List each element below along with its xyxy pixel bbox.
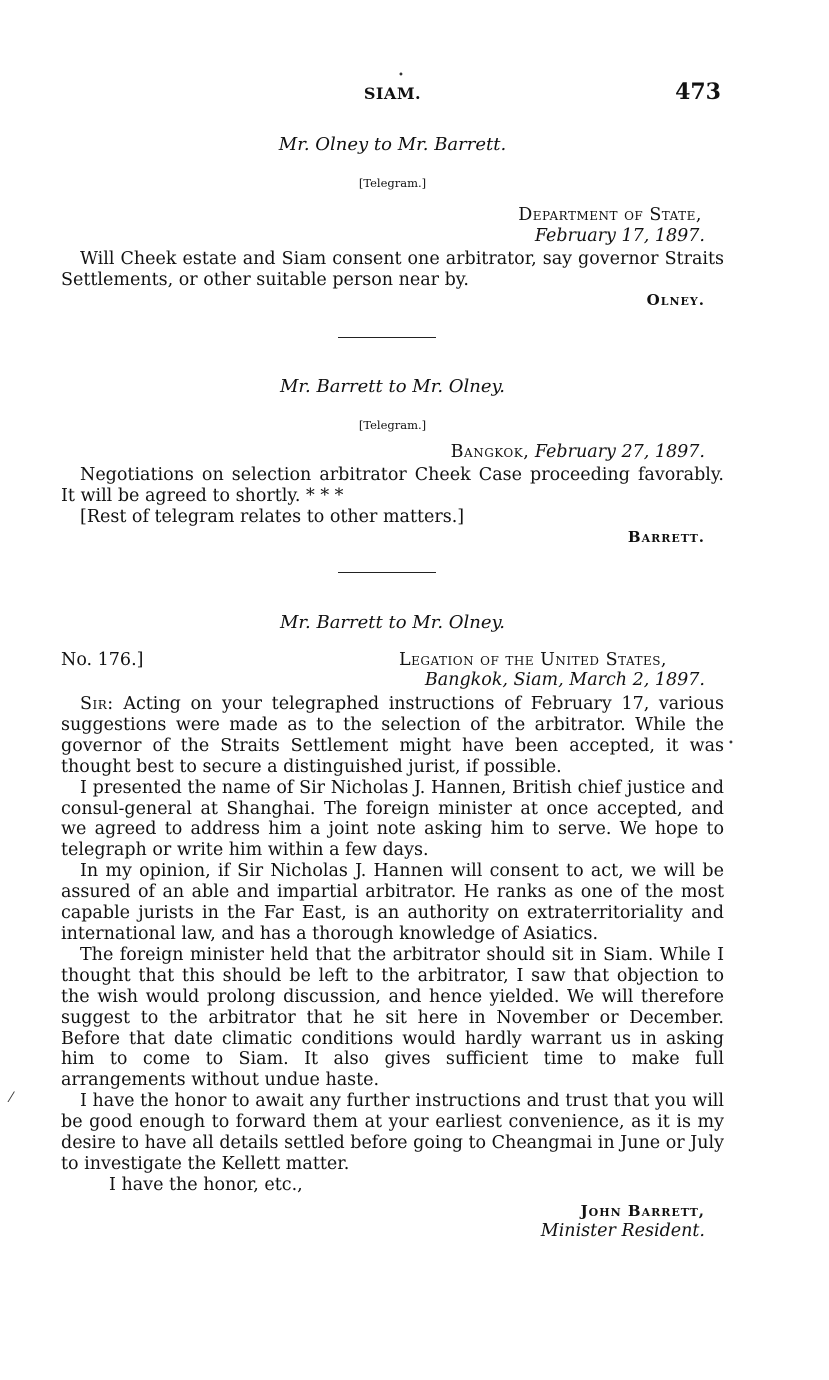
scan-speck: • (728, 738, 734, 749)
doc1-date: February 17, 1897. (534, 226, 705, 246)
doc2-body-text: Negotiations on selection arbitrator Cheek Case proceeding favorably. It will be agreed to shortly. * * * (61, 465, 724, 506)
doc3-body (61, 694, 724, 1196)
doc3-signature-title: Minister Resident. (540, 1221, 705, 1241)
doc2-signature: Barrett. (627, 528, 705, 546)
scan-mark: ⁄ (10, 1090, 13, 1106)
doc2-body (61, 465, 724, 528)
section-divider (338, 572, 436, 573)
section-divider (338, 337, 436, 338)
doc3-paragraph-1: Sir: Acting on your telegraphed instructions of February 17, various suggestions were made as to the selection of the arbitrator. While the governor of the Straits Settlement might have been accepted, it was thought best to secure a distinguished jurist, if possible. (61, 694, 724, 777)
running-title: SIAM. (363, 84, 422, 103)
doc1-place: Department of State, (518, 205, 702, 225)
doc3-paragraph-2: I presented the name of Sir Nicholas J. Hannen, British chief justice and consul-general at Shanghai. The foreign minister at once accepted, and we agreed to address him a joint note asking him to serve. We hope to telegraph or write him within a few days. (61, 777, 724, 861)
doc1-type-note: [Telegram.] (358, 176, 427, 190)
doc2-date: February 27, 1897. (534, 442, 705, 462)
salutation: Sir: (80, 694, 114, 714)
doc3-date: Bangkok, Siam, March 2, 1897. (424, 670, 705, 690)
doc3-paragraph-5: I have the honor to await any further instructions and trust that you will be good enough to forward them at your earliest convenience, as it is my desire to have all details settled before going to Cheangmai in June or July to investigate the Kellett matter. (61, 1091, 724, 1174)
scan-speck: • (398, 70, 404, 81)
doc3-heading: Mr. Barrett to Mr. Olney. (279, 612, 506, 633)
doc3-paragraph-3: In my opinion, if Sir Nicholas J. Hannen will consent to act, we will be assured of an able and impartial arbitrator. He ranks as one of the most capable jurists in the Far East, is an authority on extraterritoriality and international law, and has a thorough knowledge of Asiatics. (61, 861, 724, 944)
doc2-type-note: [Telegram.] (358, 418, 427, 432)
doc2-body-note: [Rest of telegram relates to other matters.] (80, 506, 465, 527)
page-number: 473 (675, 79, 721, 105)
doc1-signature: Olney. (646, 291, 705, 309)
doc1-body (61, 249, 724, 291)
doc1-body-text: Will Cheek estate and Siam consent one arbitrator, say governor Straits Settlements, or other suitable person near by. (61, 249, 724, 290)
doc3-paragraph-4: The foreign minister held that the arbitrator should sit in Siam. While I thought that this should be left to the arbitrator, I saw that objection to the wish would prolong discussion, and hence yielded. We will therefore suggest to the arbitrator that he sit here in November or December. Before that date climatic conditions would hardly warrant us in asking him to come to Siam. It also gives sufficient time to make full arrangements without undue haste. (61, 944, 724, 1091)
doc2-dateline (451, 442, 705, 462)
doc2-place: Bangkok, (450, 442, 530, 462)
doc3-place: Legation of the United States, (399, 650, 667, 670)
doc2-heading: Mr. Barrett to Mr. Olney. (279, 376, 506, 397)
doc3-number: No. 176.] (61, 650, 144, 670)
doc3-closing: I have the honor, etc., (109, 1174, 303, 1195)
doc1-heading: Mr. Olney to Mr. Barrett. (278, 134, 507, 155)
doc3-signature-name: John Barrett, (580, 1202, 705, 1220)
